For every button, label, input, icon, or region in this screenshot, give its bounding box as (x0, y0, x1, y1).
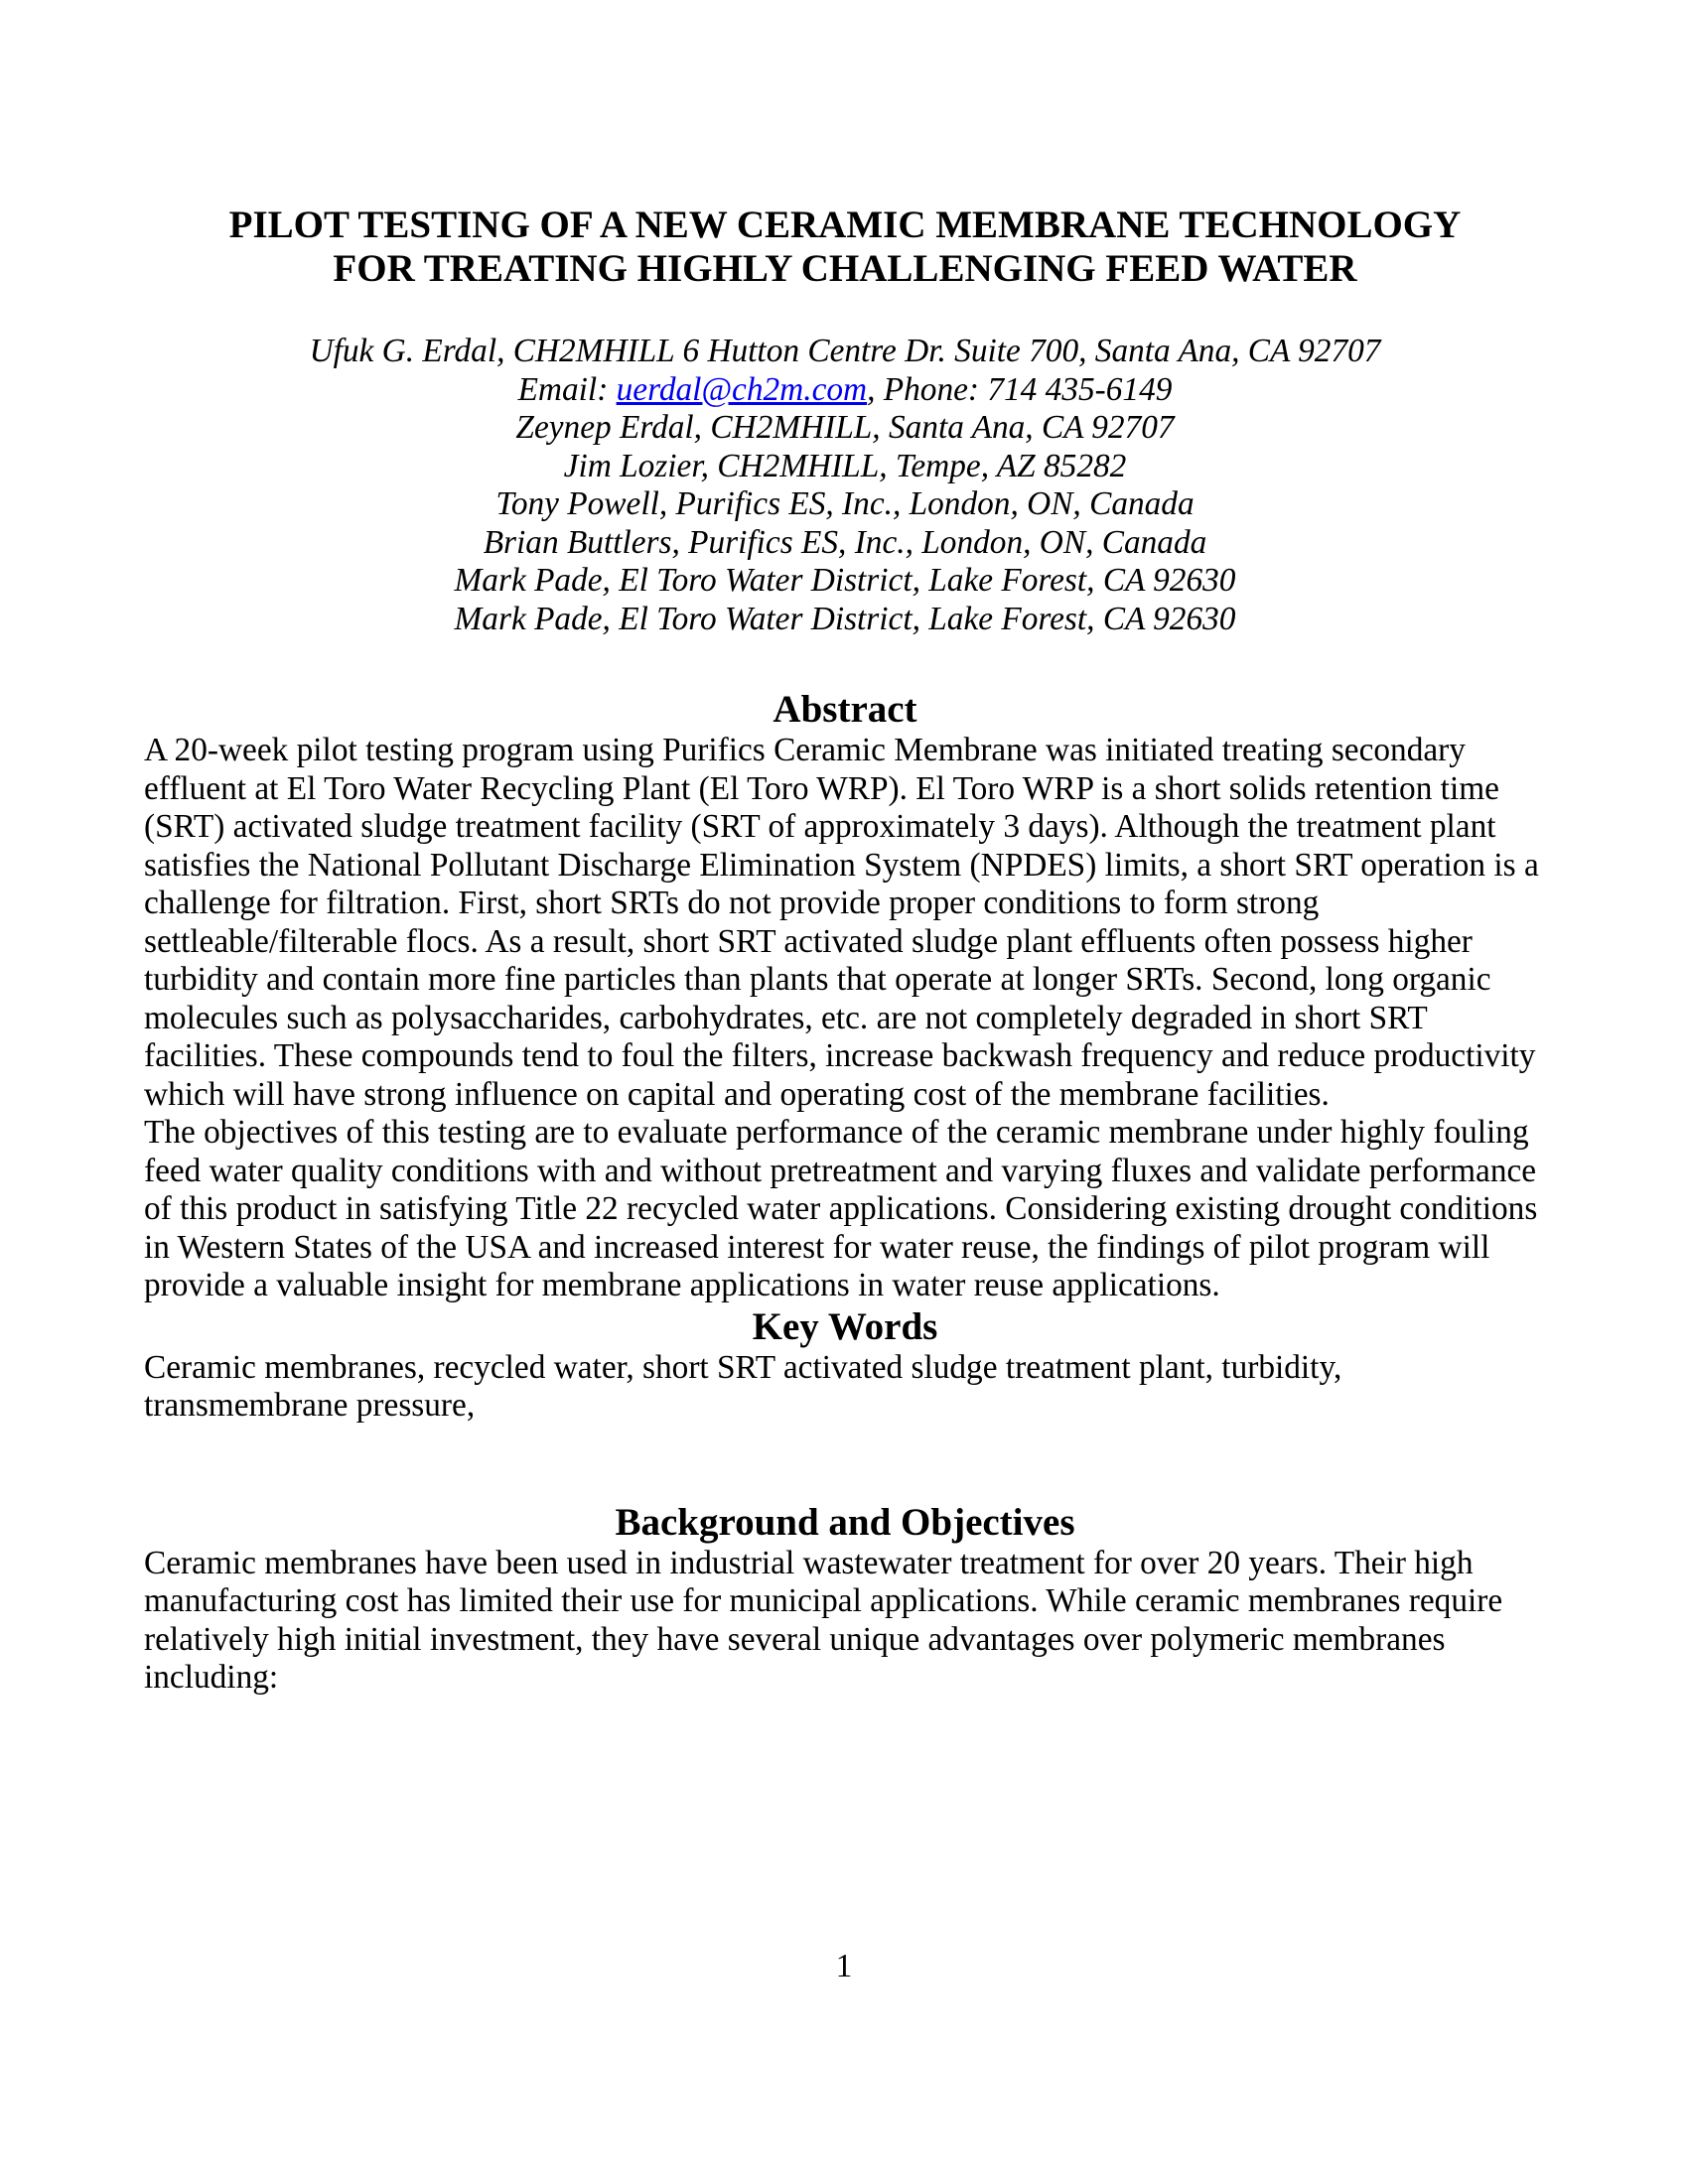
paper-title-line-1: PILOT TESTING OF A NEW CERAMIC MEMBRANE TECHNOLOGY (228, 204, 1462, 246)
paper-title (144, 0, 1546, 291)
paper-title-line-2: FOR TREATING HIGHLY CHALLENGING FEED WATER (333, 247, 1357, 290)
page-content (144, 0, 1546, 1698)
author-line-4: Tony Powell, Purifics ES, Inc., London, ON, Canada (495, 485, 1195, 522)
author-line-1: Ufuk G. Erdal, CH2MHILL 6 Hutton Centre Dr. Suite 700, Santa Ana, CA 92707 (309, 333, 1381, 369)
author-line-6: Mark Pade, El Toro Water District, Lake Forest, CA 92630 (454, 562, 1236, 599)
keywords-heading: Key Words (752, 1304, 938, 1348)
author-line-5: Brian Buttlers, Purifics ES, Inc., London, ON, Canada (483, 523, 1207, 561)
abstract-paragraph-2: The objectives of this testing are to evaluate performance of the ceramic membrane under highly fouling feed water quality conditions with and without pretreatment and varying fluxes and validate performance of this product in satisfying Title 22 recycled water applications. Considering existing drought conditions in Western States of the USA and increased interest for water reuse, the findings of pilot program will provide a valuable insight for membrane applications in water reuse applications. (144, 1114, 1538, 1303)
page-number: 1 (835, 1948, 853, 1984)
author-block (144, 333, 1546, 638)
abstract-paragraph-1: A 20-week pilot testing program using Purifics Ceramic Membrane was initiated treating secondary effluent at El Toro Water Recycling Plant (El Toro WRP). El Toro WRP is a short solids retention time (SRT) activated sludge treatment facility (SRT of approximately 3 days). Although the treatment plant satisfies the National Pollutant Discharge Elimination System (NPDES) limits, a short SRT operation is a challenge for filtration. First, short SRTs do not provide proper conditions to form strong settleable/filterable flocs. As a result, short SRT activated sludge plant effluents often possess higher turbidity and contain more fine particles than plants that operate at longer SRTs. Second, long organic molecules such as polysaccharides, carbohydrates, etc. are not completely degraded in short SRT facilities. These compounds tend to foul the filters, increase backwash frequency and reduce productivity which will have strong influence on capital and operating cost of the membrane facilities. (144, 732, 1539, 1113)
author-line-3: Jim Lozier, CH2MHILL, Tempe, AZ 85282 (563, 447, 1127, 484)
phone-text: , Phone: 714 435-6149 (867, 370, 1173, 408)
email-link[interactable]: uerdal@ch2m.com (616, 370, 868, 408)
abstract-heading: Abstract (773, 688, 917, 731)
background-paragraph: Ceramic membranes have been used in industrial wastewater treatment for over 20 years. Their high manufacturing cost has limited their use for municipal applications. While ceramic membranes require relatively high initial investment, they have several unique advantages over polymeric membranes including: (144, 1544, 1503, 1696)
keywords-text: Ceramic membranes, recycled water, short SRT activated sludge treatment plant, turbidity, transmembrane pressure, (144, 1348, 1342, 1424)
author-contact-line (144, 371, 1546, 410)
author-line-2: Zeynep Erdal, CH2MHILL, Santa Ana, CA 92707 (515, 409, 1175, 446)
author-line-7: Mark Pade, El Toro Water District, Lake Forest, CA 92630 (454, 600, 1236, 637)
email-label: Email: (517, 370, 617, 408)
background-heading: Background and Objectives (615, 1500, 1075, 1544)
